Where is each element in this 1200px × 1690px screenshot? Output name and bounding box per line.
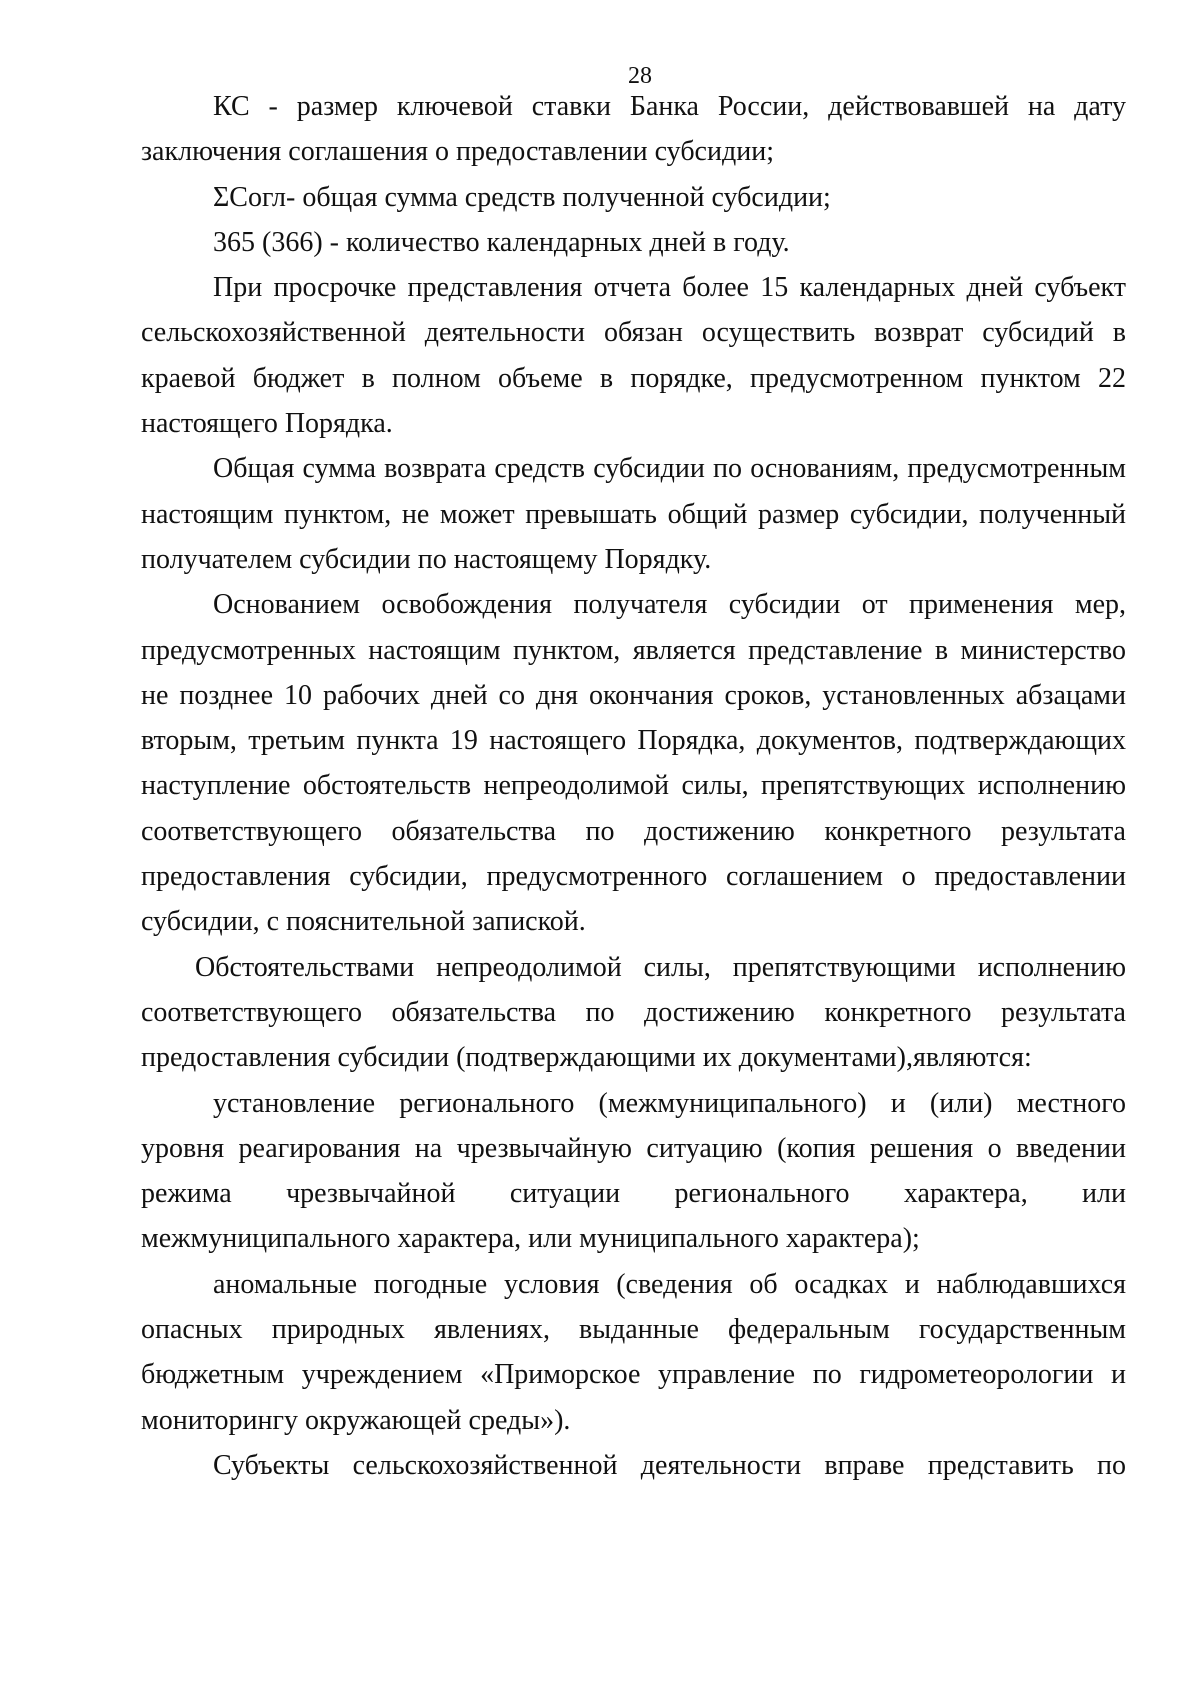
paragraph-total-return: Общая сумма возврата средств субсидии по основаниям, предусмотренным настоящим пунктом, не может превышать общий размер субсидии, полученный получателем субсидии по настоящему Порядку. bbox=[141, 453, 1126, 575]
document-body bbox=[141, 84, 1126, 1488]
page-number: 28 bbox=[628, 63, 652, 89]
paragraph-late-report: При просрочке представления отчета более 15 календарных дней субъект сельскохозяйственной деятельности обязан осуществить возврат субсидий в краевой бюджет в полном объеме в порядке, предусмотренном пунктом 22 настоящего Порядка. bbox=[141, 272, 1126, 440]
paragraph-exemption-grounds: Основанием освобождения получателя субсидии от применения мер, предусмотренных настоящим пунктом, является представление в министерство не позднее 10 рабочих дней со дня окончания сроков, установленных абзацами вторым, третьим пункта 19 настоящего Порядка, документов, подтверждающих наступление обстоятельств непреодолимой силы, препятствующих исполнению соответствующего обязательства по достижению конкретного результата предоставления субсидии, предусмотренного соглашением о предоставлении субсидии, с пояснительной запиской. bbox=[141, 589, 1126, 938]
paragraph-subjects-may-submit: Субъекты сельскохозяйственной деятельности вправе представить по bbox=[213, 1449, 1126, 1481]
paragraph-emergency-level: установление регионального (межмуниципального) и (или) местного уровня реагирования на чрезвычайную ситуацию (копия решения о введении режима чрезвычайной ситуации регионального характера, или межмуниципального характера, или муниципального характера); bbox=[141, 1087, 1126, 1255]
paragraph-sum-definition: ΣСогл- общая сумма средств полученной субсидии; bbox=[213, 181, 831, 213]
paragraph-force-majeure: Обстоятельствами непреодолимой силы, препятствующими исполнению соответствующего обязательства по достижению конкретного результата предоставления субсидии (подтверждающими их документами),являются: bbox=[141, 951, 1126, 1074]
paragraph-weather-conditions: аномальные погодные условия (сведения об осадках и наблюдавшихся опасных природных явлениях, выданные федеральным государственным бюджетным учреждением «Приморское управление по гидрометеорологии и мониторингу окружающей среды»). bbox=[141, 1268, 1126, 1436]
paragraph-days-definition: 365 (366) - количество календарных дней в году. bbox=[213, 226, 790, 258]
paragraph-ks-definition: КС - размер ключевой ставки Банка России, действовавшей на дату заключения соглашения о предоставлении субсидии; bbox=[141, 91, 1126, 168]
